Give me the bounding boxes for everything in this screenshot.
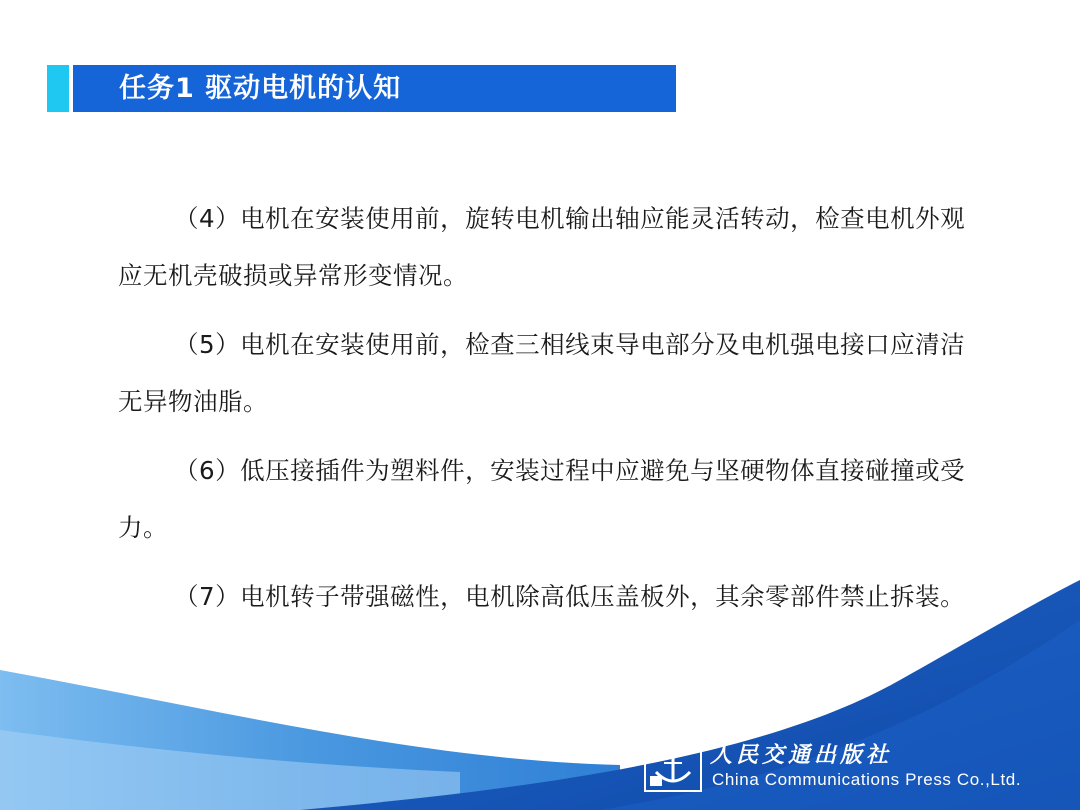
publisher-logo — [644, 737, 1064, 797]
section-title-bar — [47, 65, 676, 112]
paragraph-item-7: （7）电机转子带强磁性，电机除高低压盖板外，其余零部件禁止拆装。 — [174, 582, 966, 611]
paragraph-item-5: （5）电机在安装使用前，检查三相线束导电部分及电机强电接口应清洁无异物油脂。 — [118, 330, 966, 416]
publisher-name-cn: 人民交通出版社 — [710, 742, 893, 768]
paragraph-item-4: （4）电机在安装使用前，旋转电机输出轴应能灵活转动，检查电机外观应无机壳破损或异常形变情况。 — [118, 204, 966, 290]
title-accent-stripe — [47, 65, 69, 112]
publisher-name-en: China Communications Press Co.,Ltd. — [712, 770, 1022, 789]
paragraph-item-6: （6）低压接插件为塑料件，安装过程中应避免与坚硬物体直接碰撞或受力。 — [118, 456, 966, 542]
page-title: 任务1 驱动电机的认知 — [119, 73, 402, 104]
anchor-emblem-icon — [644, 742, 702, 792]
